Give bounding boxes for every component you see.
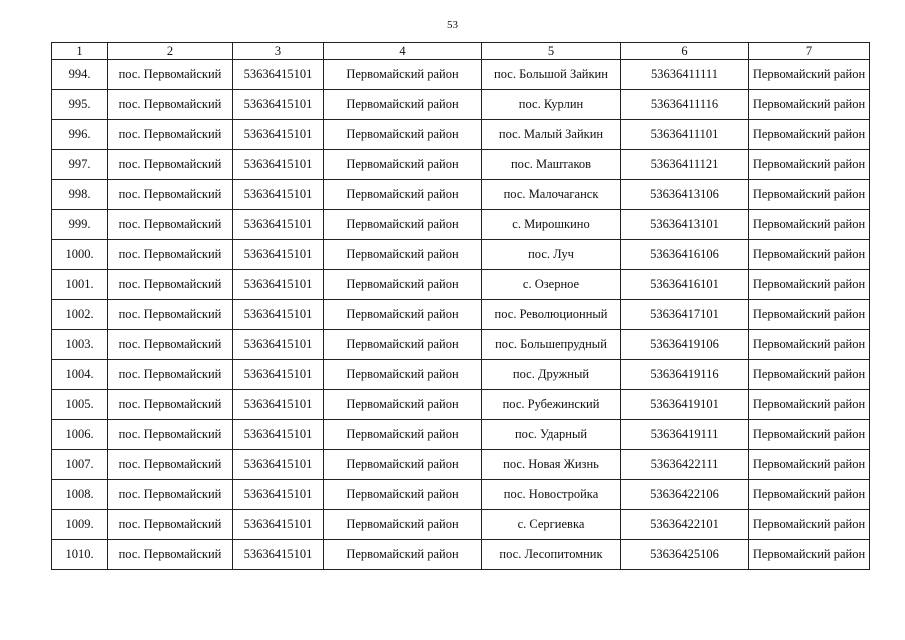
table-header (52, 43, 870, 60)
page-number: 53 (447, 19, 458, 31)
municipality-cell: пос. Первомайский (108, 450, 233, 480)
settlement-oktmo-cell: 53636419111 (621, 420, 749, 450)
settlement-district-cell: Первомайский район (749, 240, 870, 270)
settlement-oktmo-cell: 53636422106 (621, 480, 749, 510)
municipality-cell: пос. Первомайский (108, 150, 233, 180)
municipality-oktmo-cell: 53636415101 (233, 180, 324, 210)
settlement-district-cell: Первомайский район (749, 150, 870, 180)
district-cell: Первомайский район (324, 540, 482, 570)
municipality-oktmo-cell: 53636415101 (233, 300, 324, 330)
settlement-cell: с. Озерное (482, 270, 621, 300)
district-cell: Первомайский район (324, 360, 482, 390)
settlement-district-cell: Первомайский район (749, 360, 870, 390)
municipality-oktmo-cell: 53636415101 (233, 270, 324, 300)
row-number-cell: 998. (52, 180, 108, 210)
settlement-cell: пос. Большепрудный (482, 330, 621, 360)
row-number-cell: 1004. (52, 360, 108, 390)
settlement-cell: пос. Новая Жизнь (482, 450, 621, 480)
district-cell: Первомайский район (324, 390, 482, 420)
table-row (52, 420, 870, 450)
settlement-oktmo-cell: 53636411121 (621, 150, 749, 180)
row-number-cell: 997. (52, 150, 108, 180)
row-number-cell: 1009. (52, 510, 108, 540)
settlement-cell: с. Сергиевка (482, 510, 621, 540)
settlement-cell: пос. Дружный (482, 360, 621, 390)
municipality-oktmo-cell: 53636415101 (233, 330, 324, 360)
settlement-district-cell: Первомайский район (749, 390, 870, 420)
municipality-oktmo-cell: 53636415101 (233, 60, 324, 90)
settlement-district-cell: Первомайский район (749, 60, 870, 90)
district-cell: Первомайский район (324, 300, 482, 330)
row-number-cell: 1007. (52, 450, 108, 480)
municipality-cell: пос. Первомайский (108, 390, 233, 420)
settlement-cell: пос. Маштаков (482, 150, 621, 180)
municipality-oktmo-cell: 53636415101 (233, 420, 324, 450)
municipality-oktmo-cell: 53636415101 (233, 510, 324, 540)
municipality-oktmo-cell: 53636415101 (233, 480, 324, 510)
row-number-cell: 1008. (52, 480, 108, 510)
district-cell: Первомайский район (324, 210, 482, 240)
column-header-7: 7 (749, 43, 870, 60)
municipality-cell: пос. Первомайский (108, 540, 233, 570)
table-row (52, 60, 870, 90)
district-cell: Первомайский район (324, 60, 482, 90)
municipality-cell: пос. Первомайский (108, 90, 233, 120)
municipality-cell: пос. Первомайский (108, 480, 233, 510)
table-row (52, 180, 870, 210)
settlement-oktmo-cell: 53636411116 (621, 90, 749, 120)
settlement-district-cell: Первомайский район (749, 480, 870, 510)
municipality-cell: пос. Первомайский (108, 60, 233, 90)
settlement-oktmo-cell: 53636413106 (621, 180, 749, 210)
table-row (52, 390, 870, 420)
municipality-cell: пос. Первомайский (108, 210, 233, 240)
settlement-oktmo-cell: 53636416101 (621, 270, 749, 300)
settlement-cell: пос. Луч (482, 240, 621, 270)
municipality-oktmo-cell: 53636415101 (233, 360, 324, 390)
municipality-oktmo-cell: 53636415101 (233, 90, 324, 120)
district-cell: Первомайский район (324, 180, 482, 210)
table-row (52, 240, 870, 270)
district-cell: Первомайский район (324, 330, 482, 360)
settlement-oktmo-cell: 53636422101 (621, 510, 749, 540)
table-row (52, 330, 870, 360)
row-number-cell: 1006. (52, 420, 108, 450)
municipality-oktmo-cell: 53636415101 (233, 240, 324, 270)
settlement-district-cell: Первомайский район (749, 90, 870, 120)
settlement-cell: пос. Лесопитомник (482, 540, 621, 570)
settlement-oktmo-cell: 53636419101 (621, 390, 749, 420)
table-row (52, 360, 870, 390)
row-number-cell: 994. (52, 60, 108, 90)
settlement-cell: пос. Ударный (482, 420, 621, 450)
settlement-oktmo-cell: 53636411111 (621, 60, 749, 90)
row-number-cell: 1003. (52, 330, 108, 360)
table-row (52, 120, 870, 150)
row-number-cell: 1002. (52, 300, 108, 330)
column-header-4: 4 (324, 43, 482, 60)
row-number-cell: 1010. (52, 540, 108, 570)
row-number-cell: 996. (52, 120, 108, 150)
table-row (52, 300, 870, 330)
settlement-cell: с. Мирошкино (482, 210, 621, 240)
municipality-cell: пос. Первомайский (108, 180, 233, 210)
settlement-oktmo-cell: 53636422111 (621, 450, 749, 480)
district-cell: Первомайский район (324, 90, 482, 120)
settlement-oktmo-cell: 53636419116 (621, 360, 749, 390)
settlement-cell: пос. Рубежинский (482, 390, 621, 420)
column-header-1: 1 (52, 43, 108, 60)
row-number-cell: 995. (52, 90, 108, 120)
municipality-cell: пос. Первомайский (108, 240, 233, 270)
table-row (52, 210, 870, 240)
column-header-2: 2 (108, 43, 233, 60)
district-cell: Первомайский район (324, 150, 482, 180)
column-header-6: 6 (621, 43, 749, 60)
table-body (52, 60, 870, 570)
district-cell: Первомайский район (324, 120, 482, 150)
column-header-3: 3 (233, 43, 324, 60)
municipality-oktmo-cell: 53636415101 (233, 390, 324, 420)
settlement-district-cell: Первомайский район (749, 120, 870, 150)
settlement-district-cell: Первомайский район (749, 420, 870, 450)
table-row (52, 540, 870, 570)
settlement-oktmo-cell: 53636417101 (621, 300, 749, 330)
district-cell: Первомайский район (324, 510, 482, 540)
municipality-cell: пос. Первомайский (108, 330, 233, 360)
settlement-district-cell: Первомайский район (749, 270, 870, 300)
settlement-oktmo-cell: 53636416106 (621, 240, 749, 270)
settlement-district-cell: Первомайский район (749, 300, 870, 330)
settlement-oktmo-cell: 53636413101 (621, 210, 749, 240)
settlement-district-cell: Первомайский район (749, 450, 870, 480)
municipality-oktmo-cell: 53636415101 (233, 210, 324, 240)
municipality-oktmo-cell: 53636415101 (233, 540, 324, 570)
table-row (52, 270, 870, 300)
settlement-oktmo-cell: 53636411101 (621, 120, 749, 150)
municipality-cell: пос. Первомайский (108, 300, 233, 330)
municipality-cell: пос. Первомайский (108, 270, 233, 300)
district-cell: Первомайский район (324, 450, 482, 480)
district-cell: Первомайский район (324, 270, 482, 300)
settlements-table (51, 42, 870, 570)
municipality-cell: пос. Первомайский (108, 510, 233, 540)
district-cell: Первомайский район (324, 420, 482, 450)
table-row (52, 510, 870, 540)
district-cell: Первомайский район (324, 240, 482, 270)
header-row (52, 43, 870, 60)
row-number-cell: 999. (52, 210, 108, 240)
table-row (52, 480, 870, 510)
municipality-oktmo-cell: 53636415101 (233, 120, 324, 150)
table-row (52, 90, 870, 120)
settlement-cell: пос. Малочаганск (482, 180, 621, 210)
municipality-cell: пос. Первомайский (108, 360, 233, 390)
row-number-cell: 1000. (52, 240, 108, 270)
table-row (52, 450, 870, 480)
table-row (52, 150, 870, 180)
municipality-cell: пос. Первомайский (108, 120, 233, 150)
row-number-cell: 1005. (52, 390, 108, 420)
settlement-cell: пос. Большой Зайкин (482, 60, 621, 90)
column-header-5: 5 (482, 43, 621, 60)
row-number-cell: 1001. (52, 270, 108, 300)
settlement-cell: пос. Новостройка (482, 480, 621, 510)
settlement-district-cell: Первомайский район (749, 180, 870, 210)
municipality-cell: пос. Первомайский (108, 420, 233, 450)
settlement-district-cell: Первомайский район (749, 510, 870, 540)
settlement-district-cell: Первомайский район (749, 540, 870, 570)
settlement-oktmo-cell: 53636425106 (621, 540, 749, 570)
settlement-oktmo-cell: 53636419106 (621, 330, 749, 360)
municipality-oktmo-cell: 53636415101 (233, 150, 324, 180)
settlement-district-cell: Первомайский район (749, 210, 870, 240)
settlement-cell: пос. Малый Зайкин (482, 120, 621, 150)
settlement-district-cell: Первомайский район (749, 330, 870, 360)
settlement-cell: пос. Революционный (482, 300, 621, 330)
municipality-oktmo-cell: 53636415101 (233, 450, 324, 480)
settlement-cell: пос. Курлин (482, 90, 621, 120)
district-cell: Первомайский район (324, 480, 482, 510)
